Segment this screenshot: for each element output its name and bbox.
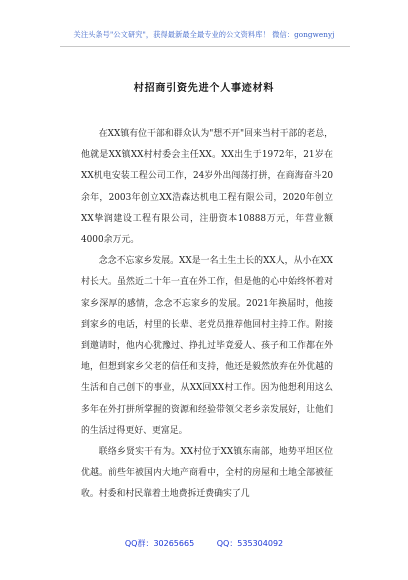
header-banner: 关注头条号"公文研究"，获得最新最全最专业的公文资料库！ 微信：gongwenyj — [73, 30, 335, 39]
footer-contact — [0, 538, 408, 549]
paragraph-3: 联络乡贤实干有为。XX村位于XX镇东南部，地势平坦区位优越。前些年被国内大地产商看中，全村的房屋和土地全部被征收。村委和村民靠着土地费拆迁费确实了几 — [81, 447, 333, 500]
footer-qq-group: QQ群：30265665 — [124, 539, 195, 548]
footer-qq-number: QQ：535304092 — [216, 539, 284, 548]
document-body — [81, 124, 333, 506]
paragraph-1: 在XX镇有位干部和群众认为"想不开"回来当村干部的老总，他就是XX镇XX村村委会主任XX。XX出生于1972年，21岁在XX机电安装工程公司工作，24岁外出闯荡打拼，在商海奋斗20余年，2003年创立XX浩森达机电工程有限公司，2020年创立XX挚润建设工程有限公司，注册资本10888万元，年营业额4000余万元。 — [81, 129, 333, 246]
paragraph-2: 念念不忘家乡发展。XX是一名土生土长的XX人，从小在XX村长大。虽然近二十年一直在外工作，但是他的心中始终怀着对家乡深厚的感情，念念不忘家乡的发展。2021年换届时，他接到家乡的电话，村里的长辈、老党员推荐他回村主持工作。附接到邀请时，他内心犹豫过、挣扎过毕竟爱人、孩子和工作都在外地，但想到家乡父老的信任和支持，他还是毅然放弃在外优越的生活和自己创下的事业，从XX回XX村工作。因为他想利用这么多年在外打拼所掌握的资源和经验带领父老乡亲发展好，让他们的生活过得更好、更富足。 — [81, 256, 333, 436]
header-divider — [60, 46, 350, 47]
document-title: 村招商引资先进个人事迹材料 — [133, 83, 275, 94]
